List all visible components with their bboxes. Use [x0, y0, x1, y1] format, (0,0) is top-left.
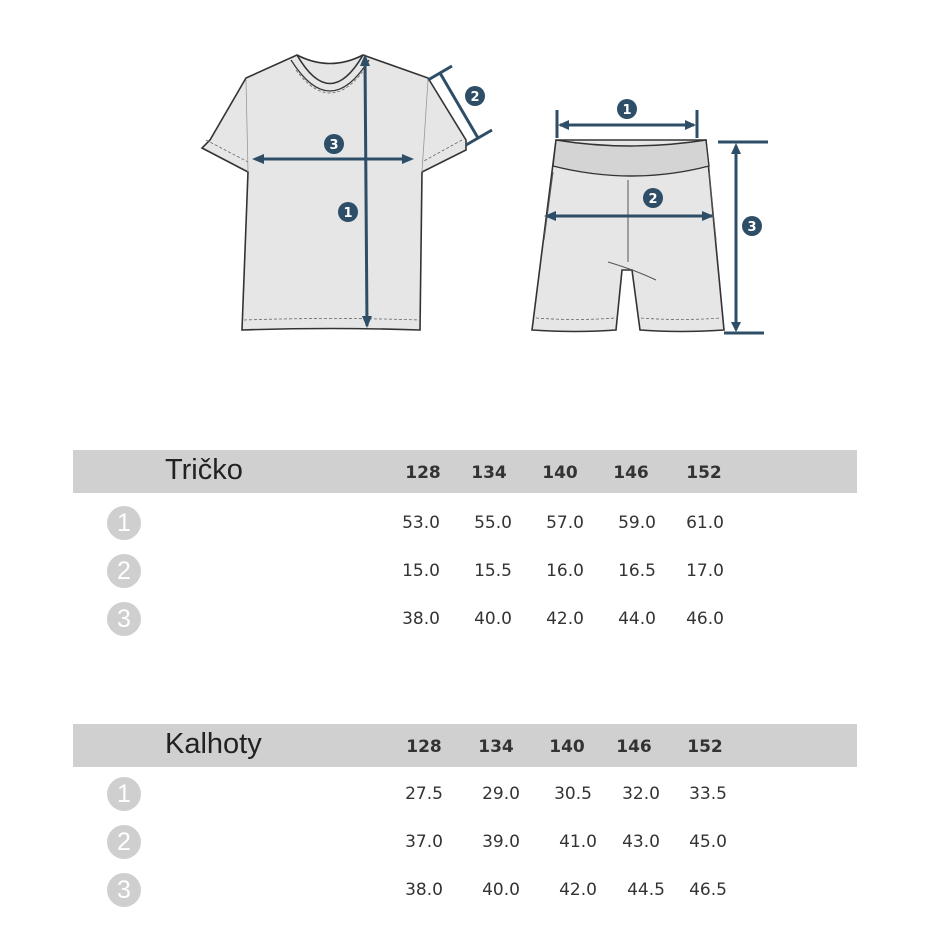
- svg-text:2: 2: [470, 90, 480, 105]
- table-cell: 42.0: [546, 609, 584, 629]
- size-header: 152: [686, 463, 722, 483]
- table-cell: 44.0: [618, 609, 656, 629]
- table-cell: 41.0: [559, 832, 597, 852]
- row-number: 3: [107, 602, 141, 636]
- table-cell: 40.0: [474, 609, 512, 629]
- table-cell: 16.0: [546, 561, 584, 581]
- row-number: 1: [107, 777, 141, 811]
- table-cell: 38.0: [405, 880, 443, 900]
- table-title: Tričko: [165, 454, 243, 486]
- size-header: 152: [687, 737, 723, 757]
- table-row: [73, 771, 857, 819]
- table-cell: 29.0: [482, 784, 520, 804]
- row-number: 2: [107, 554, 141, 588]
- tshirt-marker-3: [324, 134, 344, 154]
- shorts-marker-3: [742, 216, 762, 236]
- table-cell: 37.0: [405, 832, 443, 852]
- table-row: [73, 819, 857, 867]
- size-header: 134: [478, 737, 514, 757]
- table-title: Kalhoty: [165, 728, 262, 760]
- svg-text:1: 1: [343, 206, 353, 221]
- size-header: 146: [616, 737, 652, 757]
- table-cell: 27.5: [405, 784, 443, 804]
- table-cell: 57.0: [546, 513, 584, 533]
- shorts-marker-2: [643, 188, 663, 208]
- pants-size-table: [73, 724, 857, 915]
- row-number: 2: [107, 825, 141, 859]
- tshirt-marker-2: [465, 86, 485, 106]
- table-cell: 53.0: [402, 513, 440, 533]
- table-cell: 59.0: [618, 513, 656, 533]
- svg-text:2: 2: [648, 192, 658, 207]
- shorts-marker-1: [617, 99, 637, 119]
- table-cell: 15.5: [474, 561, 512, 581]
- table-cell: 32.0: [622, 784, 660, 804]
- table-header: [73, 724, 857, 767]
- size-header: 128: [406, 737, 442, 757]
- table-cell: 45.0: [689, 832, 727, 852]
- table-cell: 40.0: [482, 880, 520, 900]
- table-row: [73, 500, 857, 548]
- table-row: [73, 867, 857, 915]
- table-cell: 46.5: [689, 880, 727, 900]
- svg-text:3: 3: [329, 138, 339, 153]
- table-cell: 30.5: [554, 784, 592, 804]
- table-cell: 44.5: [627, 880, 665, 900]
- table-cell: 15.0: [402, 561, 440, 581]
- size-header: 128: [405, 463, 441, 483]
- table-cell: 33.5: [689, 784, 727, 804]
- tshirt-marker-1: [338, 202, 358, 222]
- garment-diagram: [0, 0, 930, 360]
- row-number: 1: [107, 506, 141, 540]
- table-cell: 46.0: [686, 609, 724, 629]
- table-cell: 16.5: [618, 561, 656, 581]
- tshirt-illustration: [202, 55, 466, 330]
- table-cell: 38.0: [402, 609, 440, 629]
- table-cell: 39.0: [482, 832, 520, 852]
- table-cell: 61.0: [686, 513, 724, 533]
- size-header: 140: [549, 737, 585, 757]
- table-row: [73, 596, 857, 644]
- table-header: [73, 450, 857, 493]
- table-cell: 17.0: [686, 561, 724, 581]
- svg-text:3: 3: [747, 220, 757, 235]
- svg-text:1: 1: [622, 103, 632, 118]
- size-header: 146: [613, 463, 649, 483]
- table-cell: 42.0: [559, 880, 597, 900]
- size-header: 140: [542, 463, 578, 483]
- table-cell: 55.0: [474, 513, 512, 533]
- table-cell: 43.0: [622, 832, 660, 852]
- shorts-illustration: [532, 140, 724, 332]
- row-number: 3: [107, 873, 141, 907]
- tshirt-size-table: [73, 450, 857, 644]
- table-row: [73, 548, 857, 596]
- size-header: 134: [471, 463, 507, 483]
